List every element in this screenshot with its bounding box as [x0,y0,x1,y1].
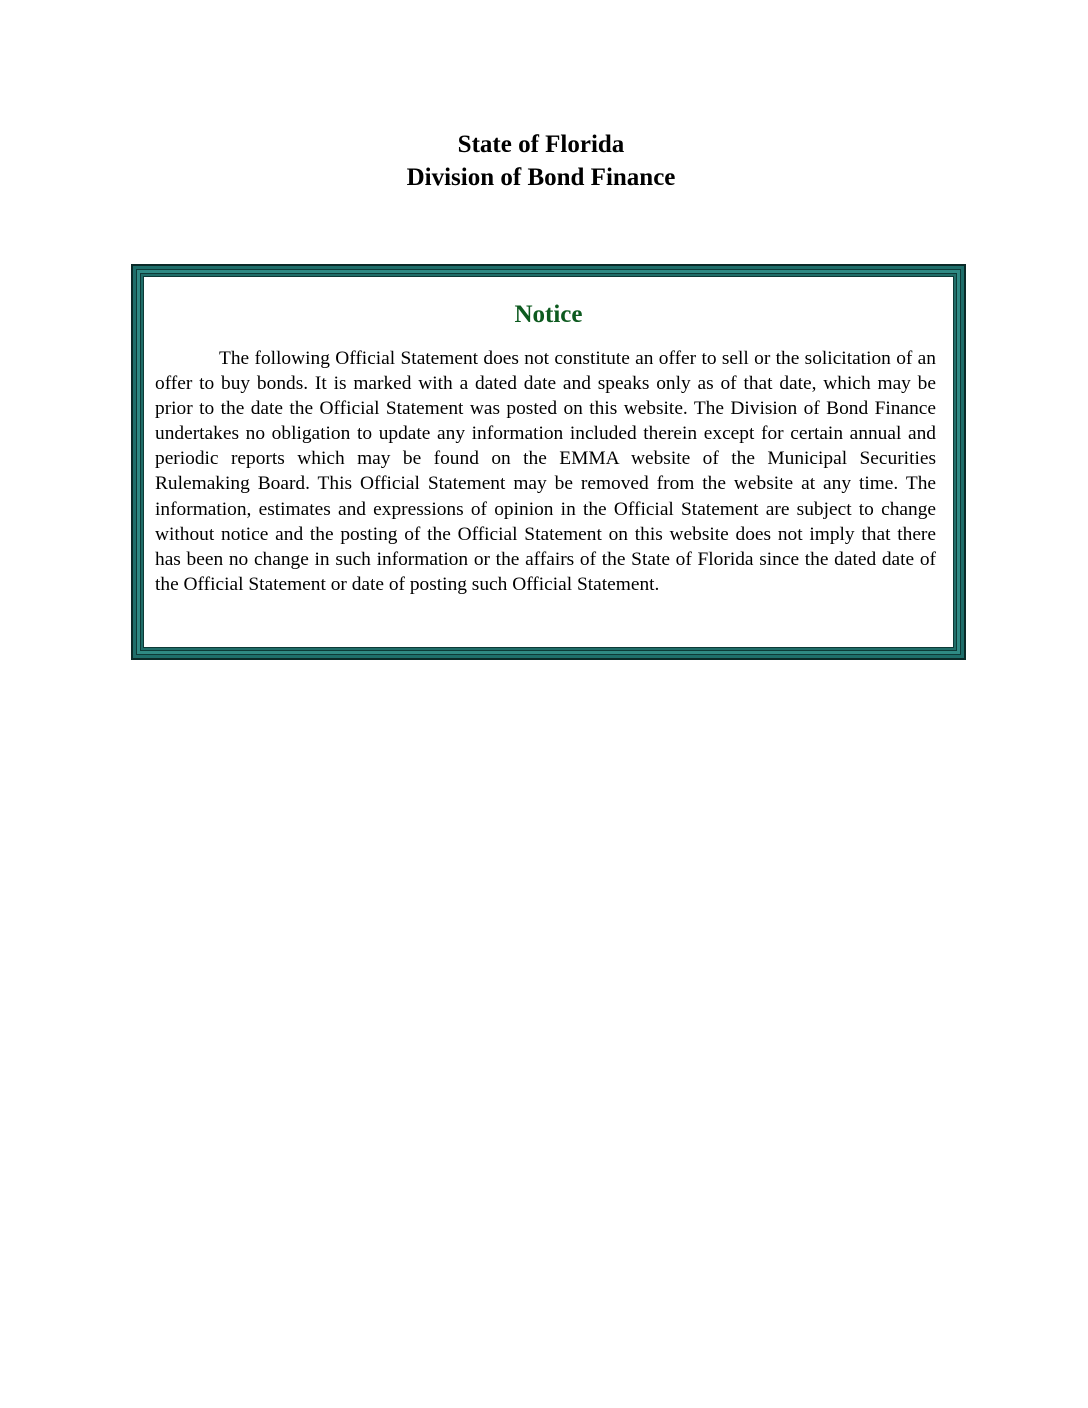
document-header [0,128,1088,194]
notice-frame [131,264,966,660]
notice-title: Notice [514,301,583,328]
header-division-name: Division of Bond Finance [406,164,676,191]
header-state-name: State of Florida [457,131,625,158]
notice-body: The following Official Statement does not constitute an offer to sell or the solicitation of an offer to buy bonds. It is marked with a dated date and speaks only as of that date, which may be prior to the date the Official Statement was posted on this website. The Division of Bond Finance undertakes no obligation to update any information included therein except for certain annual and periodic reports which may be found on the EMMA website of the Municipal Securities Rulemaking Board. This Official Statement may be removed from the website at any time. The information, estimates and expressions of opinion in the Official Statement are subject to change without notice and the posting of the Official Statement on this website does not imply that there has been no change in such information or the affairs of the State of Florida since the dated date of the Official Statement or date of posting such Official Statement. [155,348,936,595]
notice-panel [143,276,954,648]
